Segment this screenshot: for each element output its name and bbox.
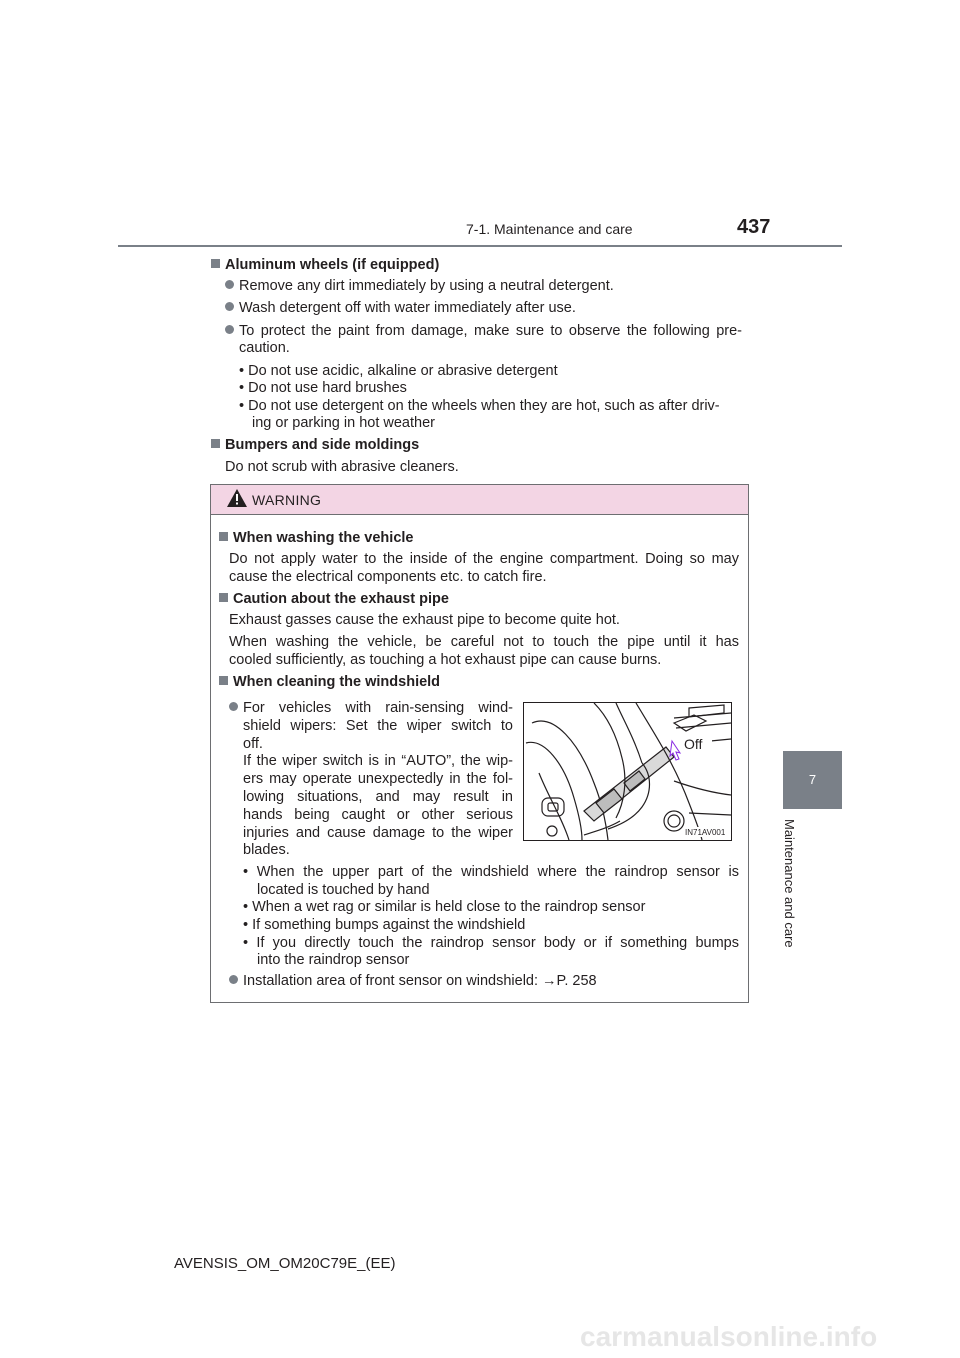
windshield-sub-3: • If something bumps against the windshield [243,917,526,933]
warning-title: WARNING [252,492,322,508]
chapter-label-text: Maintenance and care [782,819,797,948]
square-bullet-icon [219,532,228,541]
section-title: 7-1. Maintenance and care [466,221,633,237]
round-bullet-icon [229,702,238,711]
header-divider [118,245,842,247]
windshield-bullet-line-1: For vehicles with rain-sensing wind- [229,699,513,717]
exhaust-line-1: Exhaust gasses cause the exhaust pipe to become quite hot. [229,612,620,628]
windshield-bullet-line-9: blades. [243,842,290,858]
square-bullet-icon [219,593,228,602]
windshield-bullet-line-3: off. [243,736,263,752]
aluminum-sub-2: • Do not use hard brushes [239,380,407,396]
aluminum-sub-3-cont: ing or parking in hot weather [252,415,435,431]
windshield-sub-1-cont: located is touched by hand [257,882,430,898]
aluminum-bullet-3: To protect the paint from damage, make sure to observe the following pre- [225,322,742,340]
chapter-tab[interactable]: 7 [783,751,842,809]
windshield-bullet-line-5: ers may operate unexpectedly in the fol- [243,771,513,787]
windshield-bullet-line-4: If the wiper switch is in “AUTO”, the wip- [243,753,513,769]
page-number: 437 [737,216,771,238]
washing-line-2: cause the electrical components etc. to catch fire. [229,569,547,585]
round-bullet-icon [225,325,234,334]
exhaust-line-2: When washing the vehicle, be careful not to touch the pipe until it has [229,634,739,650]
bumpers-heading: Bumpers and side moldings [211,436,419,454]
square-bullet-icon [211,439,220,448]
windshield-bullet-line-7: hands being caught or other serious [243,807,513,823]
round-bullet-icon [225,302,234,311]
washing-heading: When washing the vehicle [219,529,413,547]
square-bullet-icon [211,259,220,268]
aluminum-bullet-3-cont: caution. [239,340,290,356]
square-bullet-icon [219,676,228,685]
aluminum-bullet-2: Wash detergent off with water immediately after use. [225,299,576,317]
windshield-bullet-line-6: lowing situations, and may result in [243,789,513,805]
washing-line-1: Do not apply water to the inside of the engine compartment. Doing so may [229,551,739,567]
warning-icon [227,489,247,507]
windshield-sub-1: • When the upper part of the windshield where the raindrop sensor is [243,864,739,880]
chapter-label [768,819,808,969]
windshield-sub-4: • If you directly touch the raindrop sensor body or if something bumps [243,935,739,951]
bumpers-text: Do not scrub with abrasive cleaners. [225,459,459,475]
aluminum-bullet-1: Remove any dirt immediately by using a neutral detergent. [225,277,614,295]
illustration-code: IN71AV001 [685,828,726,837]
wiper-lever-drawing [524,703,731,840]
round-bullet-icon [229,975,238,984]
exhaust-line-3: cooled sufficiently, as touching a hot exhaust pipe can cause burns. [229,652,662,668]
aluminum-sub-1: • Do not use acidic, alkaline or abrasive detergent [239,363,558,379]
document-code: AVENSIS_OM_OM20C79E_(EE) [174,1255,396,1272]
windshield-bullet-line-8: injuries and cause damage to the wiper [243,825,513,841]
aluminum-sub-3: • Do not use detergent on the wheels when they are hot, such as after driv- [239,398,720,414]
watermark: carmanualsonline.info [580,1321,878,1352]
wiper-switch-illustration [523,702,732,841]
windshield-sub-2: • When a wet rag or similar is held close to the raindrop sensor [243,899,646,915]
aluminum-heading: Aluminum wheels (if equipped) [211,256,439,274]
windshield-sub-4-cont: into the raindrop sensor [257,952,410,968]
exhaust-heading: Caution about the exhaust pipe [219,590,449,608]
round-bullet-icon [225,280,234,289]
off-label: Off [684,736,703,752]
windshield-heading: When cleaning the windshield [219,673,440,691]
windshield-bullet-line-2: shield wipers: Set the wiper switch to [243,718,513,734]
windshield-install: Installation area of front sensor on windshield: →P. 258 [229,972,597,990]
